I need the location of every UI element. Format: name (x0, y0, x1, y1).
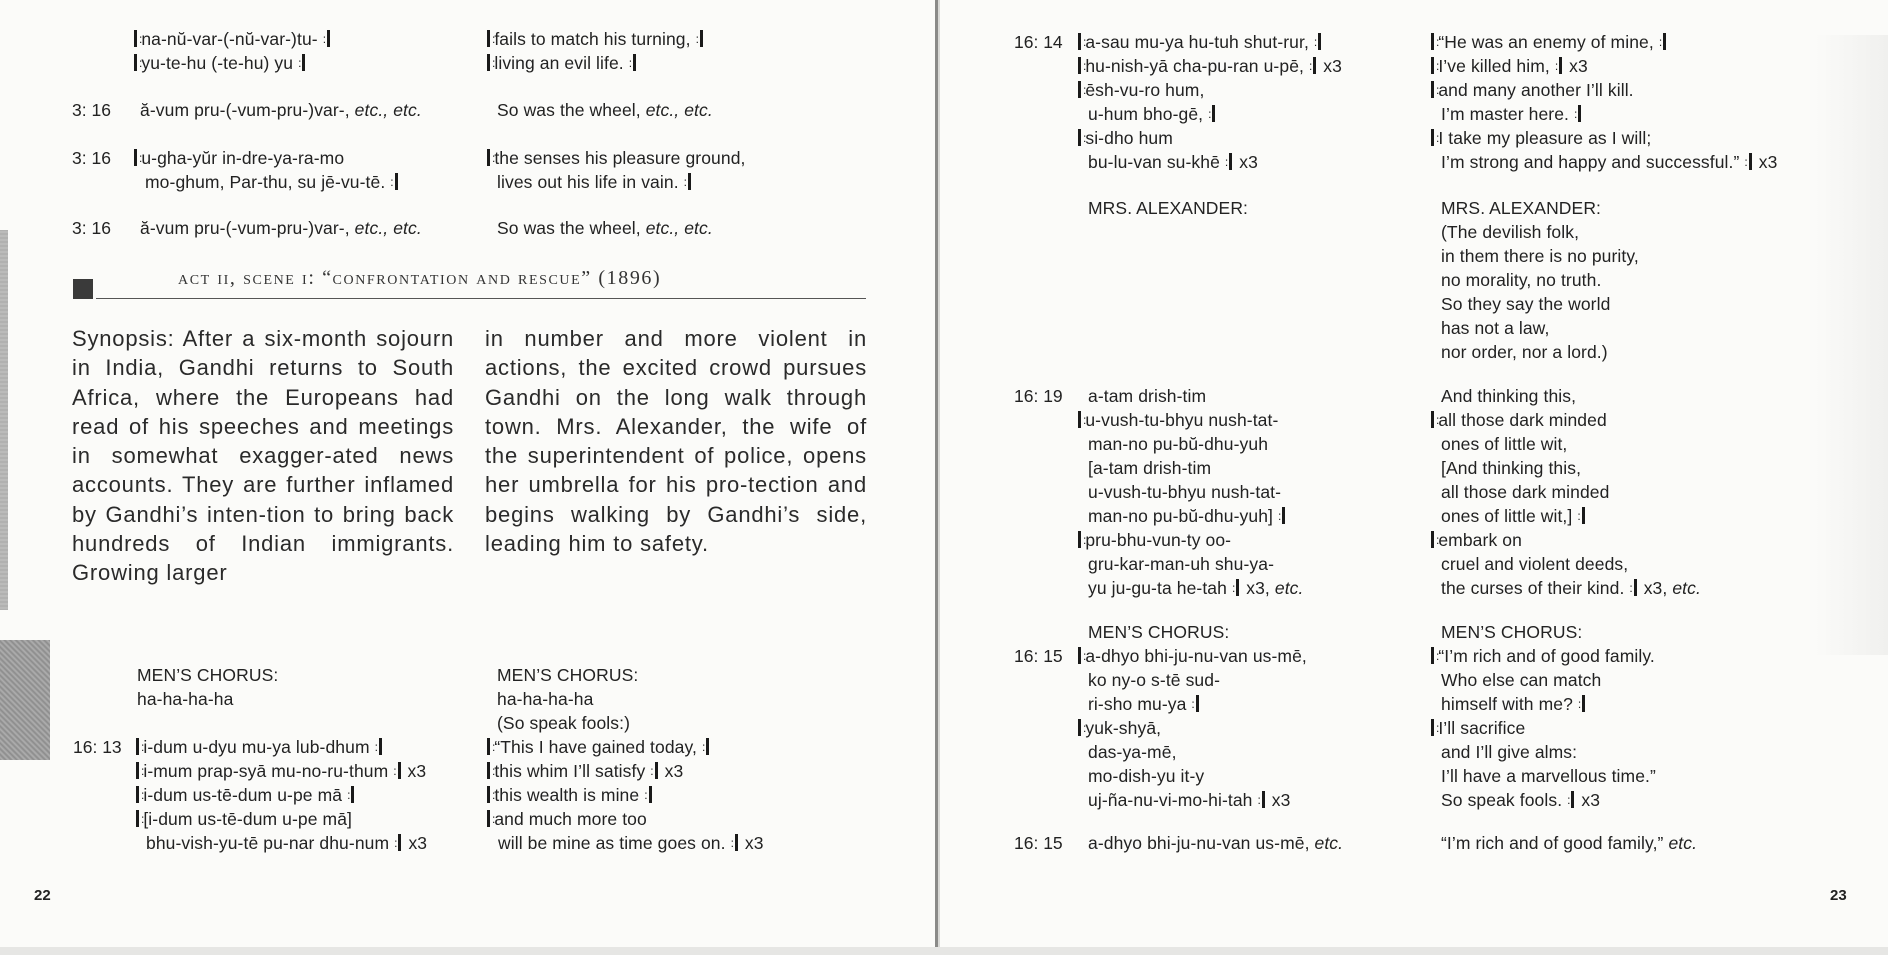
libretto-english: “I’m rich and of good family,” etc. (1441, 833, 1698, 853)
libretto-sanskrit: a-dhyo bhi-ju-nu-van us-mē, etc. (1088, 833, 1344, 853)
libretto-sanskrit: :u-gha-yŭr in-dre-ya-ra-mo (132, 146, 344, 170)
libretto-english: :embark on (1429, 528, 1522, 552)
libretto-sanskrit: u-vush-tu-bhyu nush-tat- (1088, 482, 1282, 502)
repeat-start-icon (136, 762, 139, 779)
page-shading (1815, 35, 1888, 655)
libretto-english: :I’ll sacrifice (1429, 716, 1525, 740)
scene-marker-square (73, 279, 93, 299)
repeat-start-icon (134, 30, 137, 47)
repeat-start-icon (136, 810, 139, 827)
repeat-end-icon (1578, 105, 1581, 122)
repeat-start-icon (1431, 81, 1434, 98)
libretto-sanskrit: :i-dum us-tē-dum u-pe mā : (134, 783, 356, 807)
libretto-english: :“This I have gained today, : (485, 735, 711, 759)
libretto-english: nor order, nor a lord.) (1441, 342, 1608, 362)
repeat-start-icon (1078, 57, 1081, 74)
repeat-end-icon (655, 762, 658, 779)
repeat-start-icon (1078, 411, 1081, 428)
repeat-end-icon (1634, 579, 1637, 596)
libretto-sanskrit: :ēsh-vu-ro hum, (1076, 78, 1204, 102)
repeat-start-icon (487, 54, 490, 71)
libretto-sanskrit: :a-sau mu-ya hu-tuh shut-rur, : (1076, 30, 1323, 54)
libretto-english: the curses of their kind. : x3, etc. (1441, 578, 1701, 598)
libretto-sanskrit: yu ju-gu-ta he-tah : x3, etc. (1088, 578, 1304, 598)
page-edge-strip (0, 230, 8, 610)
libretto-sanskrit: :si-dho hum (1076, 126, 1173, 150)
repeat-end-icon (1582, 695, 1585, 712)
libretto-english: and I’ll give alms: (1441, 742, 1578, 762)
libretto-english: no morality, no truth. (1441, 270, 1602, 290)
repeat-start-icon (487, 738, 490, 755)
libretto-english: I’m master here. : (1441, 102, 1583, 126)
repeat-end-icon (700, 30, 703, 47)
repeat-start-icon (134, 149, 137, 166)
repeat-start-icon (487, 810, 490, 827)
repeat-end-icon (1313, 57, 1316, 74)
libretto-sanskrit: mo-dish-yu it-y (1088, 766, 1205, 786)
verse-number: 16: 15 (1014, 833, 1063, 853)
libretto-english: lives out his life in vain. : (497, 170, 693, 194)
repeat-end-icon (1571, 791, 1574, 808)
libretto-sanskrit: gru-kar-man-uh shu-ya- (1088, 554, 1275, 574)
libretto-english: ones of little wit, (1441, 434, 1568, 454)
repeat-end-icon (398, 834, 401, 851)
page-number-right: 23 (1830, 887, 1847, 904)
libretto-sanskrit: u-hum bho-gē, : (1088, 102, 1217, 126)
repeat-start-icon (1431, 719, 1434, 736)
verse-number: 3: 16 (72, 100, 111, 120)
libretto-english: :I take my pleasure as I will; (1429, 126, 1651, 150)
repeat-start-icon (1078, 531, 1081, 548)
repeat-start-icon (1431, 129, 1434, 146)
libretto-english: :“I’m rich and of good family. (1429, 644, 1655, 668)
scene-rule (96, 298, 866, 299)
repeat-end-icon (302, 54, 305, 71)
libretto-sanskrit: ă-vum pru-(-vum-pru-)var-, etc., etc. (140, 100, 422, 120)
libretto-english: So they say the world (1441, 294, 1611, 314)
repeat-end-icon (1318, 33, 1321, 50)
repeat-start-icon (1078, 129, 1081, 146)
libretto-sanskrit: ri-sho mu-ya : (1088, 692, 1201, 716)
repeat-start-icon (136, 738, 139, 755)
libretto-english: :I’ve killed him, : x3 (1429, 54, 1588, 78)
libretto-english: all those dark minded (1441, 482, 1610, 502)
scene-title: act ii, scene i: “confrontation and rescue” (1896) (178, 267, 662, 289)
libretto-english: :all those dark minded (1429, 408, 1607, 432)
page-bottom-border (0, 947, 1888, 955)
repeat-start-icon (136, 786, 139, 803)
page-edge-block (0, 640, 50, 760)
character-label: MRS. ALEXANDER: (1088, 198, 1249, 218)
repeat-start-icon (1431, 33, 1434, 50)
verse-number: 16: 19 (1014, 386, 1063, 406)
libretto-sanskrit: ă-vum pru-(-vum-pru-)var-, etc., etc. (140, 218, 422, 238)
repeat-start-icon (1431, 531, 1434, 548)
repeat-end-icon (735, 834, 738, 851)
libretto-sanskrit: a-tam drish-tim (1088, 386, 1207, 406)
repeat-end-icon (1282, 507, 1285, 524)
verse-number: 16: 14 (1014, 32, 1063, 52)
libretto-sanskrit: :a-dhyo bhi-ju-nu-van us-mē, (1076, 644, 1307, 668)
repeat-end-icon (649, 786, 652, 803)
libretto-english: So was the wheel, etc., etc. (497, 100, 713, 120)
repeat-end-icon (688, 173, 691, 190)
libretto-english: :fails to match his turning, : (485, 27, 705, 51)
libretto-english: So speak fools. : x3 (1441, 790, 1601, 810)
libretto-sanskrit: :na-nŭ-var-(-nŭ-var-)tu- : (132, 27, 332, 51)
repeat-start-icon (487, 149, 490, 166)
verse-number: 3: 16 (72, 218, 111, 238)
repeat-start-icon (1078, 719, 1081, 736)
page-number-left: 22 (34, 887, 51, 904)
libretto-sanskrit: :i-mum prap-syā mu-no-ru-thum : x3 (134, 759, 426, 783)
libretto-sanskrit: :yuk-shyā, (1076, 716, 1161, 740)
libretto-sanskrit: :hu-nish-yā cha-pu-ran u-pē, : x3 (1076, 54, 1342, 78)
book-spine-highlight (938, 0, 940, 955)
repeat-end-icon (1212, 105, 1215, 122)
libretto-english: [And thinking this, (1441, 458, 1582, 478)
libretto-english: Who else can match (1441, 670, 1602, 690)
libretto-sanskrit: mo-ghum, Par-thu, su jē-vu-tē. : (145, 170, 400, 194)
libretto-sanskrit: [a-tam drish-tim (1088, 458, 1212, 478)
repeat-start-icon (1078, 33, 1081, 50)
libretto-english: will be mine as time goes on. : x3 (498, 833, 764, 853)
libretto-english: has not a law, (1441, 318, 1550, 338)
libretto-english: So was the wheel, etc., etc. (497, 218, 713, 238)
repeat-end-icon (706, 738, 709, 755)
libretto-english: :the senses his pleasure ground, (485, 146, 746, 170)
repeat-end-icon (1749, 153, 1752, 170)
chorus-label: MEN’S CHORUS: (1441, 622, 1583, 642)
repeat-end-icon (1559, 57, 1562, 74)
repeat-start-icon (487, 786, 490, 803)
libretto-english: I’m strong and happy and successful.” : x3 (1441, 152, 1778, 172)
libretto-english: I’ll have a marvellous time.” (1441, 766, 1656, 786)
verse-number: 16: 13 (73, 737, 122, 757)
chorus-note-right: (So speak fools:) (497, 713, 631, 733)
character-label: MRS. ALEXANDER: (1441, 198, 1602, 218)
chorus-text-right: ha-ha-ha-ha (497, 689, 594, 709)
libretto-sanskrit: bhu-vish-yu-tē pu-nar dhu-num : x3 (146, 833, 428, 853)
repeat-end-icon (351, 786, 354, 803)
repeat-start-icon (1431, 57, 1434, 74)
chorus-text-left: ha-ha-ha-ha (137, 689, 234, 709)
libretto-sanskrit: :u-vush-tu-bhyu nush-tat- (1076, 408, 1278, 432)
repeat-start-icon (1431, 411, 1434, 428)
repeat-end-icon (379, 738, 382, 755)
repeat-end-icon (395, 173, 398, 190)
repeat-end-icon (398, 762, 401, 779)
libretto-english: in them there is no purity, (1441, 246, 1639, 266)
repeat-start-icon (487, 30, 490, 47)
libretto-english: :this whim I’ll satisfy : x3 (485, 759, 683, 783)
verse-number: 16: 15 (1014, 646, 1063, 666)
synopsis-column-1: Synopsis: After a six-month sojourn in India, Gandhi returns to South Africa, where the Europeans had read of his speeches and meetings in somewhat exagger-ated news accounts. They are further inflamed by Gandhi’s inten-tion to bring back hundreds of Indian immigrants. Growing larger (72, 326, 454, 586)
verse-number: 3: 16 (72, 148, 111, 168)
repeat-start-icon (487, 762, 490, 779)
libretto-english: :living an evil life. : (485, 51, 638, 75)
libretto-sanskrit: das-ya-mē, (1088, 742, 1177, 762)
repeat-start-icon (1078, 647, 1081, 664)
libretto-english: :and many another I’ll kill. (1429, 78, 1634, 102)
repeat-start-icon (134, 54, 137, 71)
repeat-end-icon (327, 30, 330, 47)
repeat-end-icon (633, 54, 636, 71)
libretto-english: himself with me? : (1441, 692, 1587, 716)
chorus-label-left: MEN’S CHORUS: (137, 665, 279, 685)
libretto-english: :this wealth is mine : (485, 783, 654, 807)
libretto-english: cruel and violent deeds, (1441, 554, 1629, 574)
libretto-sanskrit: :[i-dum us-tē-dum u-pe mā] (134, 807, 352, 831)
repeat-end-icon (1196, 695, 1199, 712)
repeat-end-icon (1236, 579, 1239, 596)
libretto-sanskrit: man-no pu-bŭ-dhu-yuh] : (1088, 504, 1287, 528)
libretto-english: (The devilish folk, (1441, 222, 1580, 242)
libretto-sanskrit: :yu-te-hu (-te-hu) yu : (132, 51, 307, 75)
libretto-sanskrit: :i-dum u-dyu mu-ya lub-dhum : (134, 735, 384, 759)
repeat-end-icon (1229, 153, 1232, 170)
libretto-english: :and much more too (485, 807, 647, 831)
repeat-end-icon (1663, 33, 1666, 50)
repeat-start-icon (1078, 81, 1081, 98)
libretto-english: ones of little wit,] : (1441, 504, 1587, 528)
libretto-sanskrit: man-no pu-bŭ-dhu-yuh (1088, 434, 1269, 454)
synopsis-column-2: in number and more violent in actions, the excited crowd pursues Gandhi on the long walk through town. Mrs. Alexander, the wife of the superintendent of police, opens her umbrella for his pro-tection and begins walking by Gandhi’s side, leading him to safety. (485, 326, 867, 557)
chorus-label: MEN’S CHORUS: (1088, 622, 1230, 642)
libretto-sanskrit: uj-ña-nu-vi-mo-hi-tah : x3 (1088, 790, 1291, 810)
repeat-start-icon (1431, 647, 1434, 664)
libretto-english: :“He was an enemy of mine, : (1429, 30, 1668, 54)
libretto-english: And thinking this, (1441, 386, 1577, 406)
libretto-sanskrit: :pru-bhu-vun-ty oo- (1076, 528, 1231, 552)
chorus-label-right: MEN’S CHORUS: (497, 665, 639, 685)
libretto-sanskrit: bu-lu-van su-khē : x3 (1088, 152, 1258, 172)
libretto-sanskrit: ko ny-o s-tē sud- (1088, 670, 1221, 690)
repeat-end-icon (1582, 507, 1585, 524)
repeat-end-icon (1262, 791, 1265, 808)
